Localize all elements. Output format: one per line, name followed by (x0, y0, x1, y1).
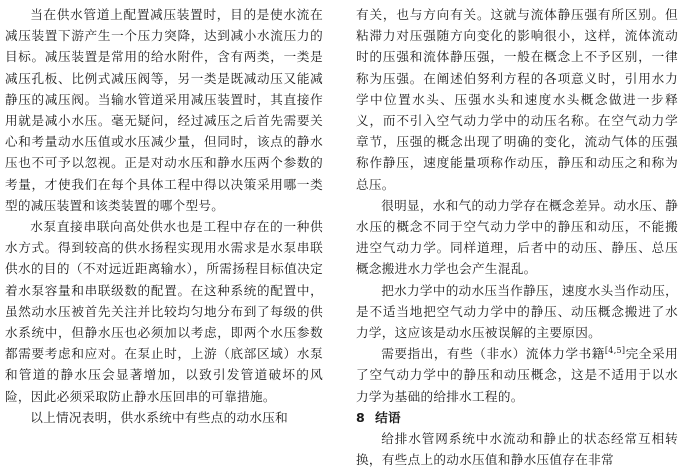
paragraph: 给排水管网系统中水流动和静止的状态经常互相转换，有些点上的动水压值和静水压值存在非常 (356, 431, 678, 468)
paragraph-text: 完全采用了空气动力学中的静压和动压概念，这是不适用于以水力学为基础的给排水工程的。 (356, 346, 678, 404)
paragraph-text: 需要指出，有些（非水）流体力学书籍 (381, 346, 605, 362)
paragraph: 以上情况表明，供水系统中有些点的动水压和 (30, 409, 289, 425)
left-column (5, 0, 323, 428)
paragraph: 当在供水管道上配置减压装置时，目的是使水流在减压装置下游产生一个压力突降，达到减小水流压力的目标。减压装置是常用的给水附件，含有两类，一类是减压孔板、比例式减压阀等，另一类是既减动压又能减静压的减压阀。当输水管道采用减压装置时，其直接作用就是减小水压。毫无疑问，经过减压之后首先需要关心和考量动水压值或水压减少量，但同时，该点的静水压也不可予以忽视。正是对动水压和静水压两个参数的考量，才使我们在每个具体工程中得以决策采用哪一类型的减压装置和该类装置的哪个型号。 (5, 7, 323, 213)
paragraph: 水泵直接串联向高处供水也是工程中存在的一种供水方式。得到较高的供水扬程实现用水需求是水泵串联供水的目的（不对远近距离输水），所需扬程目标值决定着水泵容量和串联级数的配置。在这种系统的配置中，虽然动水压被首先关注并比较均匀地分布到了每级的供水系统中，但静水压也必须加以考虑，即两个水压参数都需要考虑和应对。在泵止时，上游（底部区域）水泵和管道的静水压会显著增加，以致引发管道破坏的风险，因此必须采取防止静水压回串的可靠措施。 (5, 219, 323, 404)
paragraph: 很明显，水和气的动力学存在概念差异。动水压、静水压的概念不同于空气动力学中的静压和动压，不能搬进空气动力学。同样道理，后者中的动压、静压、总压概念搬进水力学也会产生混乱。 (356, 197, 678, 277)
paragraph: 把水力学中的动水压当作静压，速度水头当作动压，是不适当地把空气动力学中的静压、动压概念搬进了水力学，这应该是动水压被误解的主要原因。 (356, 282, 678, 341)
citation-ref: [4,5] (604, 346, 626, 356)
section-title: 结语 (375, 409, 401, 425)
paragraph-continued: 有关，也与方向有关。这就与流体静压强有所区别。但粘滞力对压强随方向变化的影响很小，这样，流体流动时的压强和流体静压强，一般在概念上不予区别，一律称为压强。在阐述伯努利方程的各项意义时，引用水力学中位置水头、压强水头和速度水头概念做进一步释义，而不引入空气动力学中的动压名称。在空气动力学章节，压强的概念出现了明确的变化，流动气体的压强称作静压，速度能量项称作动压，静压和动压之和称为总压。 (356, 7, 678, 192)
section-heading (356, 407, 678, 428)
section-number: 8 (356, 409, 366, 425)
right-column (356, 0, 678, 470)
paragraph-with-citation (356, 343, 678, 407)
